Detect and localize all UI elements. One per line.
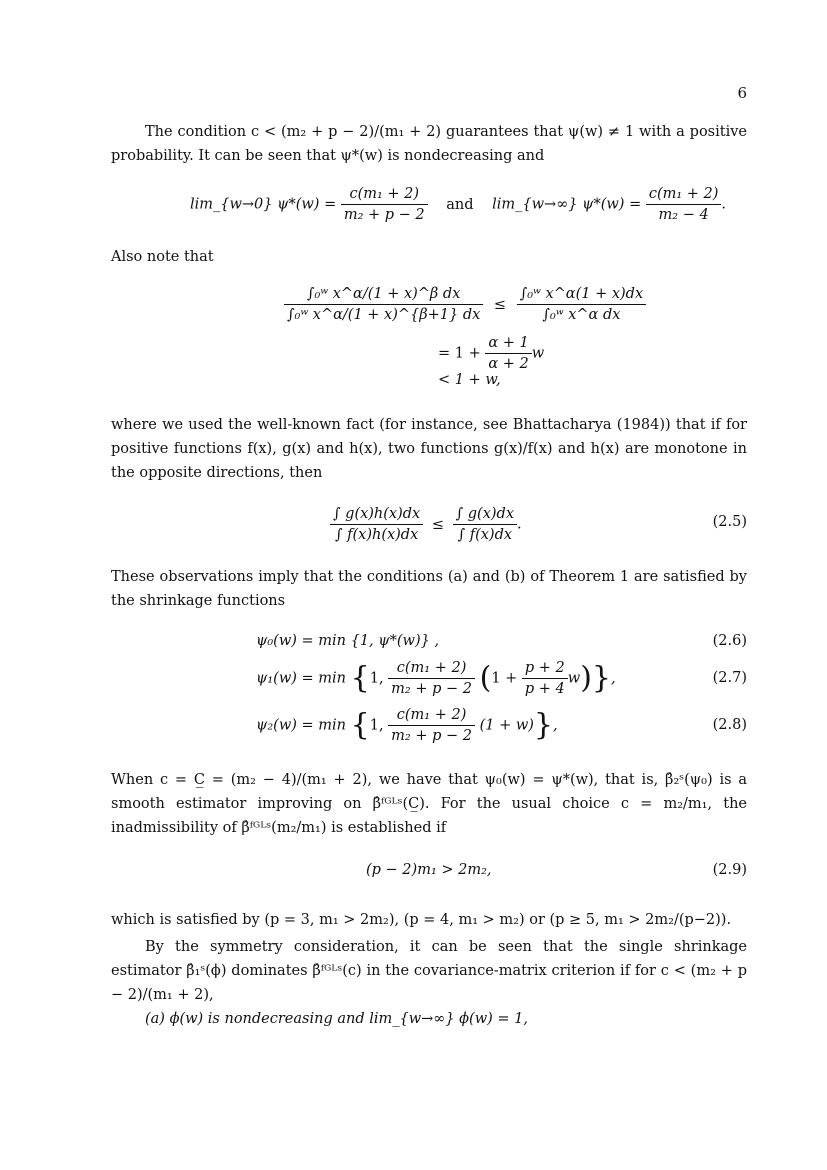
eq27-open-brace: { [350, 660, 370, 696]
equation-2-5 [330, 504, 522, 545]
eq25-right-denominator: ∫ f(x)dx [457, 527, 513, 543]
eq27-inner-suffix: w [567, 670, 581, 687]
eq27-inner-fraction [522, 658, 568, 699]
eq25-right-numerator: ∫ g(x)dx [453, 504, 517, 525]
ineq-line2-suffix: w [531, 345, 545, 362]
eq28-numerator: c(m₁ + 2) [388, 705, 475, 726]
equation-label-2-7: (2.7) [712, 670, 747, 686]
ineq-left-denominator: ∫₀ʷ x^α/(1 + x)^{β+1} dx [287, 307, 481, 323]
paragraph-symmetry: By the symmetry consideration, it can be seen that the single shrinkage estimator β̂₁ˢ(ϕ) dominates β̂ᶠᴳᴸˢ(c) in the covariance-matrix criterion if for c < (m₂ + p − 2)/(m₁ + 2), [111, 939, 747, 1003]
ineq-left-fraction [284, 284, 483, 325]
equation-label-2-5: (2.5) [712, 514, 747, 530]
limit-right-lhs: lim_{w→∞} ψ*(w) = [492, 196, 642, 213]
eq27-close-brace: } [591, 660, 612, 696]
equation-label-2-9: (2.9) [712, 862, 747, 878]
eq27-one: 1, [369, 670, 384, 687]
paragraph-condition: The condition c < (m₂ + p − 2)/(m₁ + 2) guarantees that ψ(w) ≠ 1 with a positive probability. It can be seen that ψ*(w) is nondecreasing and [111, 124, 747, 164]
eq28-end: , [553, 717, 558, 734]
eq27-denominator: m₂ + p − 2 [391, 681, 472, 697]
limit-right-fraction [646, 184, 722, 225]
eq28-open-brace: { [350, 707, 370, 743]
eq27-end: , [611, 670, 616, 687]
eq25-left-fraction [330, 504, 423, 545]
eq25-left-numerator: ∫ g(x)h(x)dx [330, 504, 423, 525]
paragraph-when-c: When c = C̲ = (m₂ − 4)/(m₁ + 2), we have that ψ₀(w) = ψ*(w), that is, β̂₂ˢ(ψ₀) is a smooth estimator improving on β̂ᶠᴳᴸˢ(C̲). For the usual choice c = m₂/m₁, the inadmissibility of β̂ᶠᴳᴸˢ(m₂/m₁) is established if [111, 772, 747, 836]
ineq-right-numerator: ∫₀ʷ x^α(1 + x)dx [517, 284, 646, 305]
limit-end: . [721, 196, 727, 213]
equation-2-6: ψ₀(w) = min {1, ψ*(w)} , [256, 633, 440, 649]
limit-left-numerator: c(m₁ + 2) [341, 184, 428, 205]
and-word: and [446, 196, 474, 213]
limit-right-numerator: c(m₁ + 2) [646, 184, 722, 205]
eq28-fraction [388, 705, 475, 746]
eq27-close-paren: ) [580, 660, 592, 696]
page-number: 6 [737, 84, 747, 102]
eq28-suffix: (1 + w) [479, 717, 534, 734]
ineq-line2-fraction [485, 333, 531, 374]
eq28-denominator: m₂ + p − 2 [391, 728, 472, 744]
limit-left-lhs: lim_{w→0} ψ*(w) = [190, 196, 337, 213]
eq28-close-brace: } [533, 707, 554, 743]
limit-right-denominator: m₂ − 4 [658, 207, 709, 223]
equation-2-8 [256, 705, 558, 746]
ineq-left-numerator: ∫₀ʷ x^α/(1 + x)^β dx [284, 284, 483, 305]
eq28-one: 1, [369, 717, 384, 734]
eq27-inner-denominator: p + 4 [524, 681, 565, 697]
eq27-numerator: c(m₁ + 2) [388, 658, 475, 679]
paragraph-also-note: Also note that [111, 249, 214, 265]
ineq-relation: ≤ [493, 296, 507, 313]
eq25-left-denominator: ∫ f(x)h(x)dx [334, 527, 419, 543]
equation-limits [190, 184, 726, 225]
paragraph-well-known-fact: where we used the well-known fact (for instance, see Bhattacharya (1984)) that if for positive functions f(x), g(x) and h(x), two functions g(x)/f(x) and h(x) are monotone in the opposite directions, then [111, 417, 747, 481]
equation-label-2-6: (2.6) [712, 633, 747, 649]
inequality-line-2 [438, 333, 544, 374]
eq25-right-fraction [453, 504, 517, 545]
eq27-lhs: ψ₁(w) = min [256, 670, 347, 687]
eq27-open-paren: ( [479, 660, 492, 696]
ineq-right-denominator: ∫₀ʷ x^α dx [542, 307, 621, 323]
paragraph-observations: These observations imply that the conditions (a) and (b) of Theorem 1 are satisfied by the shrinkage functions [111, 569, 747, 609]
ineq-line2-prefix: = 1 + [438, 345, 481, 362]
ineq-line2-numerator: α + 1 [485, 333, 531, 354]
paragraph-condition-a: (a) ϕ(w) is nondecreasing and lim_{w→∞} ϕ(w) = 1, [145, 1011, 528, 1027]
limit-left-denominator: m₂ + p − 2 [343, 207, 425, 223]
eq28-lhs: ψ₂(w) = min [256, 717, 347, 734]
eq27-fraction [388, 658, 475, 699]
inequality-line-1 [284, 284, 646, 325]
equation-label-2-8: (2.8) [712, 717, 747, 733]
paragraph-satisfied-by: which is satisfied by (p = 3, m₁ > 2m₂), (p = 4, m₁ > m₂) or (p ≥ 5, m₁ > 2m₂/(p−2)). [111, 912, 732, 928]
ineq-right-fraction [517, 284, 646, 325]
ineq-line2-denominator: α + 2 [488, 356, 529, 372]
limit-left-fraction [341, 184, 428, 225]
eq27-inner-numerator: p + 2 [522, 658, 568, 679]
inequality-line-3: < 1 + w, [438, 372, 501, 388]
equation-2-9: (p − 2)m₁ > 2m₂, [366, 862, 492, 878]
eq25-relation: ≤ [431, 516, 444, 533]
eq25-end: . [517, 516, 522, 533]
eq27-inner-prefix: 1 + [491, 670, 518, 687]
equation-2-7 [256, 658, 616, 699]
